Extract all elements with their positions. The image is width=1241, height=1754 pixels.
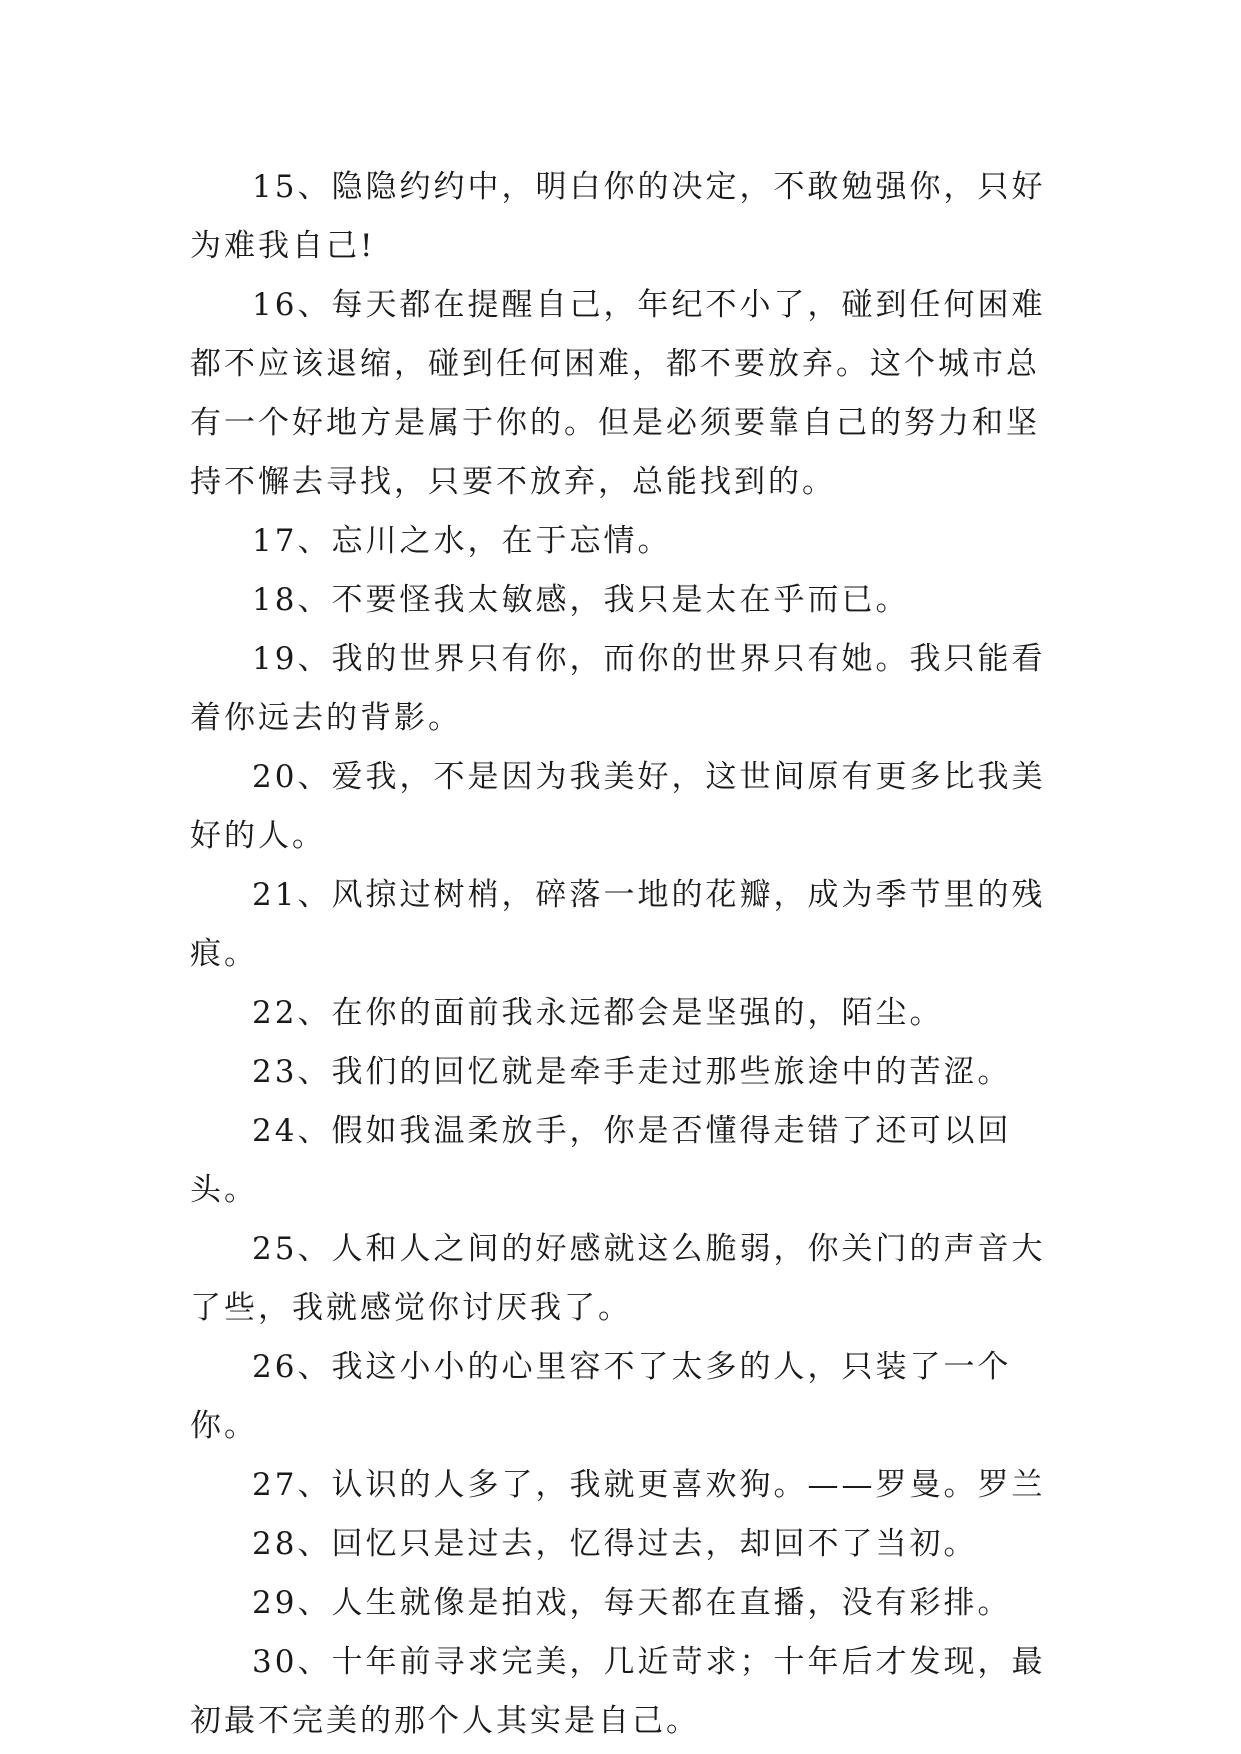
paragraph-26: 26、我这小小的心里容不了太多的人，只装了一个你。 xyxy=(190,1349,1012,1444)
paragraph-23: 23、我们的回忆就是牵手走过那些旅途中的苦涩。 xyxy=(252,1054,1012,1090)
paragraph-21: 21、风掠过树梢，碎落一地的花瓣，成为季节里的残痕。 xyxy=(190,877,1046,972)
document-body xyxy=(190,158,1070,1751)
paragraph-15: 15、隐隐约约中，明白你的决定，不敢勉强你，只好为难我自己! xyxy=(190,169,1046,264)
paragraph-27: 27、认识的人多了，我就更喜欢狗。——罗曼。罗兰 xyxy=(252,1467,1046,1503)
paragraph-28: 28、回忆只是过去，忆得过去，却回不了当初。 xyxy=(252,1526,978,1562)
paragraph-16: 16、每天都在提醒自己，年纪不小了，碰到任何困难都不应该退缩，碰到任何困难，都不要放弃。这个城市总有一个好地方是属于你的。但是必须要靠自己的努力和坚持不懈去寻找，只要不放弃，总能找到的。 xyxy=(190,287,1046,500)
paragraph-19: 19、我的世界只有你，而你的世界只有她。我只能看着你远去的背影。 xyxy=(190,641,1046,736)
paragraph-25: 25、人和人之间的好感就这么脆弱，你关门的声音大了些，我就感觉你讨厌我了。 xyxy=(190,1231,1046,1326)
paragraph-30: 30、十年前寻求完美，几近苛求；十年后才发现，最初最不完美的那个人其实是自己。 xyxy=(190,1644,1046,1739)
paragraph-29: 29、人生就像是拍戏，每天都在直播，没有彩排。 xyxy=(252,1585,1012,1621)
paragraph-24: 24、假如我温柔放手，你是否懂得走错了还可以回头。 xyxy=(190,1113,1012,1208)
paragraph-22: 22、在你的面前我永远都会是坚强的，陌尘。 xyxy=(252,995,944,1031)
paragraph-17: 17、忘川之水，在于忘情。 xyxy=(252,523,672,559)
paragraph-18: 18、不要怪我太敏感，我只是太在乎而已。 xyxy=(252,582,910,618)
paragraph-20: 20、爱我，不是因为我美好，这世间原有更多比我美好的人。 xyxy=(190,759,1046,854)
